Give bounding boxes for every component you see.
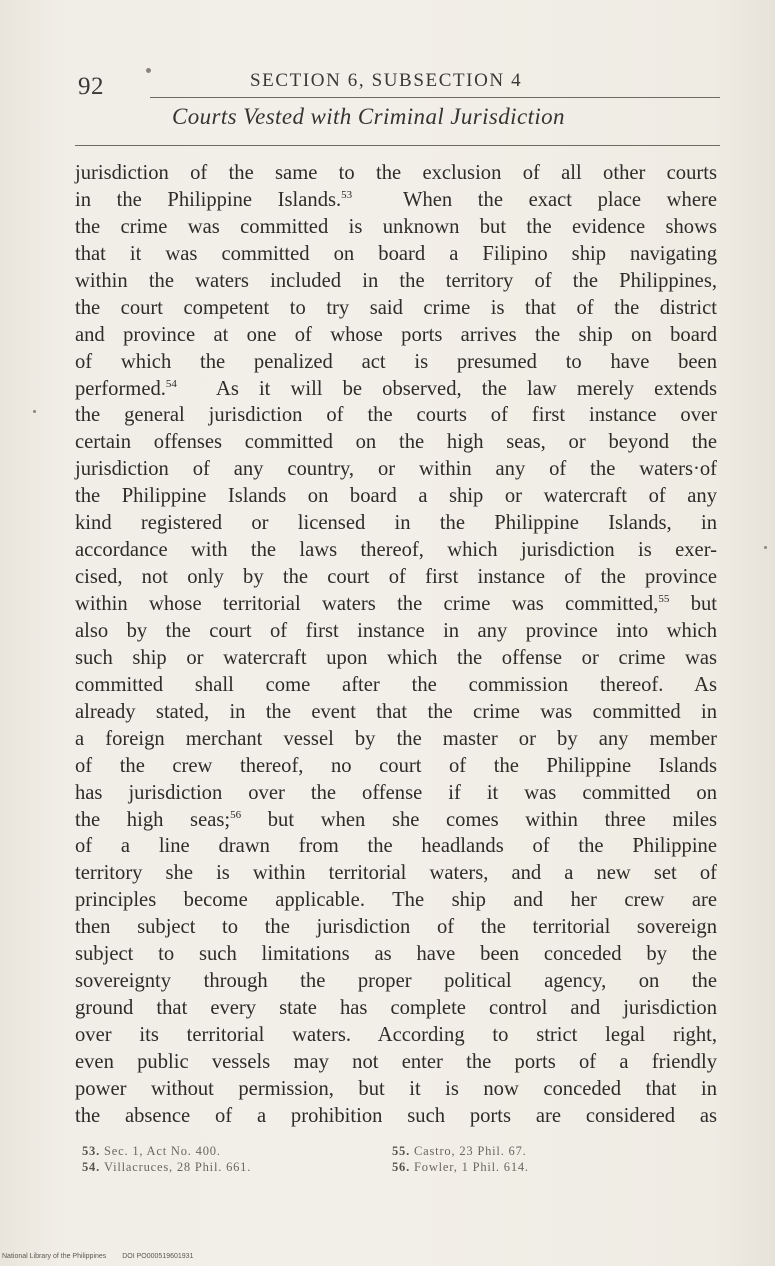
- text-line-continuation: When the exact place where: [352, 188, 717, 211]
- text-line-content: within the waters included in the territory of the Philippines,: [75, 269, 717, 292]
- text-line-content: cised, not only by the court of first instance of the province: [75, 566, 717, 589]
- text-line-content: the high seas;: [75, 808, 231, 831]
- credit-code: DOI PO000519601931: [122, 1253, 194, 1260]
- text-line: [75, 322, 717, 349]
- scan-speck: [146, 68, 151, 73]
- text-line-content: the absence of a prohibition such ports are considered as: [75, 1104, 717, 1127]
- text-line: [75, 537, 717, 564]
- text-line-content: then subject to the jurisdiction of the territorial sovereign: [75, 916, 717, 939]
- text-line: [75, 995, 717, 1022]
- footnote-text: Fowler, 1 Phil. 614.: [414, 1160, 529, 1174]
- text-line-content: sovereignty through the proper political agency, on the: [75, 970, 717, 993]
- text-line: [75, 887, 717, 914]
- text-line-content: a foreign merchant vessel by the master or by any member: [75, 727, 717, 750]
- footnote-reference: 54: [165, 377, 177, 390]
- header-rule-bottom: [75, 145, 720, 146]
- scan-speck: [33, 410, 36, 413]
- text-line: [75, 645, 717, 672]
- text-line-content: performed.: [75, 377, 166, 400]
- text-line: [75, 402, 717, 429]
- text-line-continuation: but: [669, 593, 718, 615]
- text-line-content: of which the penalized act is presumed to have been: [75, 350, 717, 373]
- text-line: [75, 753, 717, 780]
- text-line: [75, 1049, 717, 1076]
- footnote-text: Villacruces, 28 Phil. 661.: [104, 1160, 252, 1174]
- footnote-reference: 53: [341, 188, 353, 201]
- footnote-text: Castro, 23 Phil. 67.: [414, 1144, 527, 1158]
- footnote-number: 54.: [82, 1160, 101, 1174]
- page-subtitle: Courts Vested with Criminal Jurisdiction: [172, 104, 565, 129]
- text-line: [75, 941, 717, 968]
- text-line: [75, 160, 717, 187]
- text-line: [75, 591, 717, 618]
- text-line-continuation: As it will be observed, the law merely extends: [176, 377, 717, 400]
- text-line-content: and province at one of whose ports arrives the ship on board: [75, 323, 717, 346]
- text-line: [75, 1022, 717, 1049]
- text-line-content: over its territorial waters. According to strict legal right,: [75, 1024, 717, 1046]
- text-line-content: already stated, in the event that the crime was committed in: [75, 700, 717, 723]
- text-line: [75, 672, 717, 699]
- text-line-content: of a line drawn from the headlands of the Philippine: [75, 835, 717, 858]
- text-line-content: subject to such limitations as have been conceded by the: [75, 943, 717, 966]
- text-line-content: ground that every state has complete control and jurisdiction: [75, 997, 717, 1020]
- footnote-reference: 55: [658, 593, 670, 605]
- text-line: [75, 860, 717, 887]
- text-line: [75, 376, 717, 403]
- text-line-content: within whose territorial waters the crime was committed,: [75, 593, 659, 615]
- footnotes-right-column: [392, 1143, 529, 1175]
- text-line-content: territory she is within territorial waters, and a new set of: [75, 862, 717, 885]
- footnote-number: 55.: [392, 1144, 411, 1158]
- text-line: [75, 214, 717, 241]
- footnote-number: 56.: [392, 1160, 411, 1174]
- text-line-content: the general jurisdiction of the courts of first instance over: [75, 404, 717, 427]
- page-number: 92: [78, 73, 104, 100]
- scan-speck: [764, 546, 767, 549]
- text-line: [75, 349, 717, 376]
- text-line-content: of the crew thereof, no court of the Philippine Islands: [75, 754, 717, 777]
- text-line-content: has jurisdiction over the offense if it was committed on: [75, 781, 717, 804]
- text-line: [75, 1076, 717, 1103]
- section-heading: SECTION 6, SUBSECTION 4: [250, 70, 523, 91]
- footnote: [392, 1159, 529, 1175]
- text-line-content: that it was committed on board a Filipino ship navigating: [75, 242, 717, 265]
- text-line-content: also by the court of first instance in any province into which: [75, 619, 717, 642]
- text-line-content: kind registered or licensed in the Philippine Islands, in: [75, 512, 717, 535]
- text-line: [75, 510, 717, 537]
- text-line: [75, 833, 717, 860]
- text-line-content: the Philippine Islands on board a ship or watercraft of any: [75, 485, 717, 508]
- header-rule-top: [150, 97, 720, 98]
- text-line: [75, 241, 717, 268]
- footnote: [392, 1143, 529, 1159]
- footnotes-left-column: [82, 1143, 251, 1175]
- text-line-content: power without permission, but it is now conceded that in: [75, 1077, 717, 1100]
- footnote-text: Sec. 1, Act No. 400.: [104, 1144, 221, 1158]
- text-line: [75, 699, 717, 726]
- text-line: [75, 187, 717, 214]
- text-line: [75, 618, 717, 645]
- footnote-number: 53.: [82, 1144, 101, 1158]
- credit-library: National Library of the Philippines: [2, 1253, 107, 1260]
- text-line-content: such ship or watercraft upon which the offense or crime was: [75, 646, 717, 669]
- text-line-content: principles become applicable. The ship and her crew are: [75, 889, 717, 912]
- footnote-reference: 56: [230, 808, 242, 821]
- text-line-content: accordance with the laws thereof, which jurisdiction is exer-: [75, 539, 717, 562]
- footnote: [82, 1143, 251, 1159]
- text-line: [75, 914, 717, 941]
- text-line-content: the crime was committed is unknown but the evidence shows: [75, 215, 717, 238]
- text-line-continuation: but when she comes within three miles: [241, 808, 717, 831]
- text-line: [75, 295, 717, 322]
- text-line: [75, 429, 717, 456]
- text-line: [75, 564, 717, 591]
- text-line-content: committed shall come after the commission thereof. As: [75, 673, 717, 696]
- text-line: [75, 483, 717, 510]
- text-line-content: jurisdiction of any country, or within any of the waters·of: [75, 458, 717, 481]
- footnote: [82, 1159, 251, 1175]
- text-line: [75, 1103, 717, 1130]
- text-line-content: jurisdiction of the same to the exclusion of all other courts: [75, 162, 717, 184]
- text-line: [75, 268, 717, 295]
- text-line-content: certain offenses committed on the high seas, or beyond the: [75, 431, 717, 454]
- text-line-content: in the Philippine Islands.: [75, 188, 342, 211]
- body-paragraph: [75, 160, 717, 1130]
- text-line: [75, 968, 717, 995]
- text-line: [75, 780, 717, 807]
- text-line: [75, 456, 717, 483]
- text-line-content: even public vessels may not enter the ports of a friendly: [75, 1050, 717, 1073]
- text-line: [75, 726, 717, 753]
- text-line-content: the court competent to try said crime is that of the district: [75, 296, 717, 319]
- scan-credit: [2, 1253, 207, 1260]
- text-line: [75, 807, 717, 834]
